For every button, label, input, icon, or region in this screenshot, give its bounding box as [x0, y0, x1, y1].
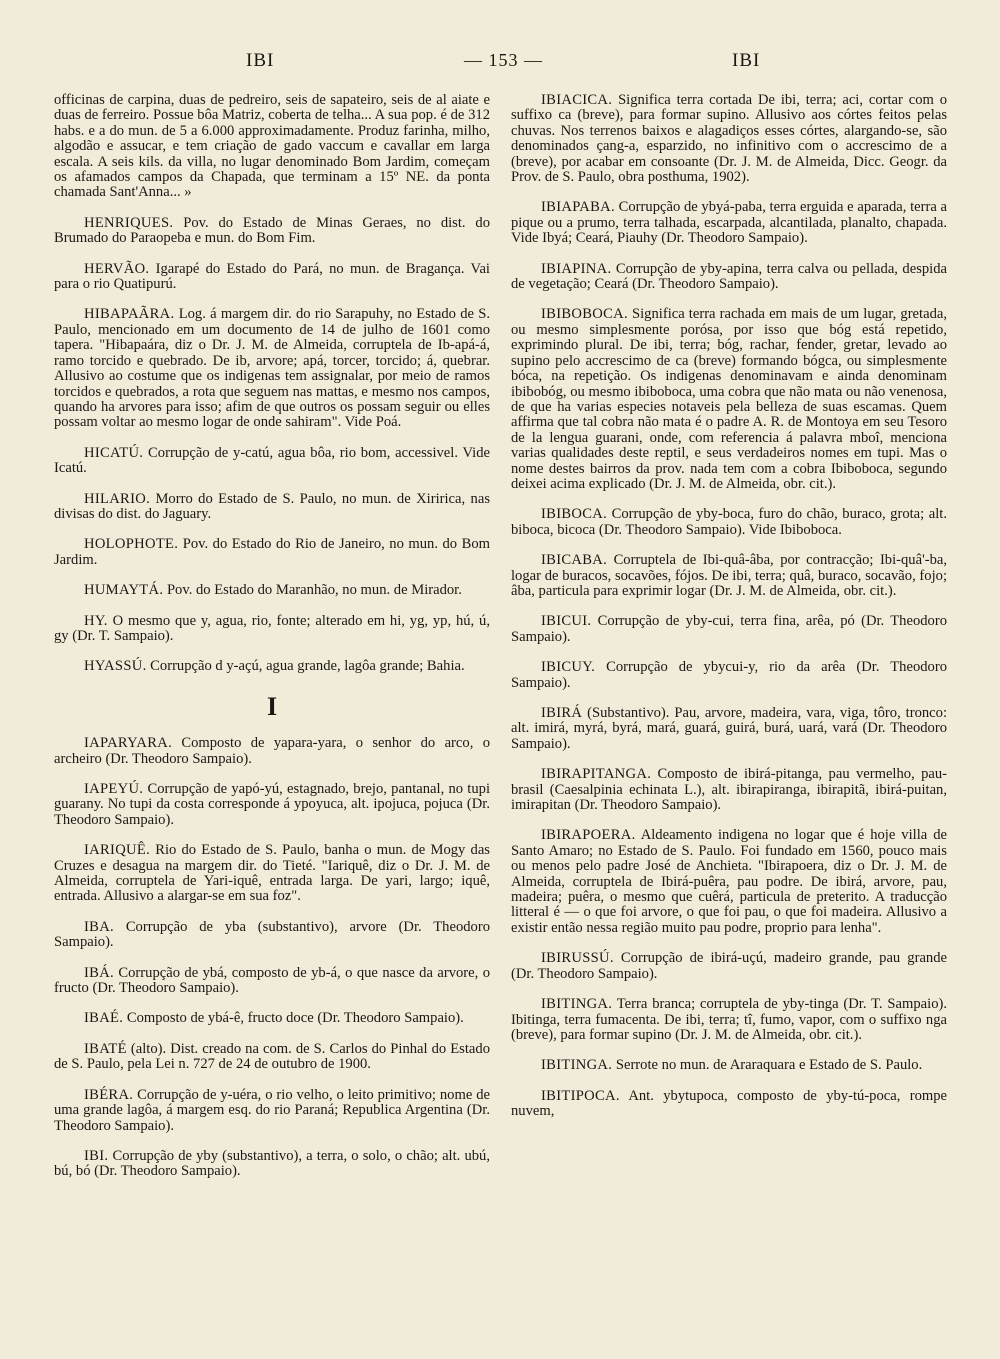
- entry-definition: Morro do Estado de S. Paulo, no mun. de Xiririca, nas divisas do dist. do Jaguary.: [54, 490, 490, 522]
- dictionary-entry: [54, 843, 490, 905]
- running-head-right: IBI: [732, 50, 761, 71]
- dictionary-entry: [54, 492, 490, 523]
- entry-definition: Corruptela de Ibi-quâ-âba, por contracção; Ibi-quâ'-ba, logar de buracos, socavões, fójos. De ibi, terra; quâ, buraco, socavão, fojo; âba, particula para exprimir logar (Dr. J. M. de Almeida, obr. cit.).: [511, 552, 947, 599]
- dictionary-entry: [54, 659, 490, 674]
- entry-definition: Corrupção de y-catú, agua bôa, rio bom, accessivel. Vide Icatú.: [54, 444, 490, 477]
- dictionary-entry: [511, 1058, 947, 1073]
- dictionary-entry: [54, 537, 490, 568]
- entry-definition: Significa terra rachada em mais de um lugar, gretada, ou mesmo simplesmente porósa, por isso que bóg está repetido, exprimindo plural. De ibi, terra; bóg, rachar, fender, gretar, levado ao supino pelo accrescimo de ca (breve) formando bógca, ou simplesmente bóca, na repetição. Os indigenas denominavam e ainda denominam ibibobóg, ou mesmo ibiboboca, uma cobra que não mata ou não venenosa, de que ha varias especies notaveis pela belleza de suas escamas. Quem affirma que tal cobra não mata é o padre A. R. de Montoya em seu Tesoro de la lengua guarani, onde, com referencia á palavra mboî, menciona varias qualidades deste reptil, e seus verdadeiros nomes em tupi. Mas o nome destes bairros da prov. nada tem com a cobra Ibiboboca, segundo deixei acima explicado (Dr. J. M. de Almeida, obr. cit.).: [511, 306, 947, 492]
- entry-definition: O mesmo que y, agua, rio, fonte; alterado em hi, yg, yp, hú, ú, gy (Dr. T. Sampaio).: [54, 612, 490, 644]
- entry-headword: HIBAPAÃRA.: [84, 306, 175, 323]
- entry-headword: HYASSÚ.: [84, 658, 147, 675]
- entry-definition: Terra branca; corruptela de yby-tinga (Dr. T. Sampaio). Ibitinga, terra fumacenta. De ibi, terra; tî, fumo, vapor, com o suffixo nga (breve), para formar supino (Dr. J. M. de Almeida, obr. cit.).: [511, 996, 947, 1043]
- entry-headword: IBICABA.: [541, 552, 608, 569]
- dictionary-entry: [54, 583, 490, 598]
- entry-definition: Composto de ybá-ê, fructo doce (Dr. Theodoro Sampaio).: [123, 1010, 464, 1027]
- entry-definition: Log. á margem dir. do rio Sarapuhy, no Estado de S. Paulo, mencionado em um documento de 14 de julho de 1601 como tapera. "Hibapaára, diz o Dr. J. M. de Almeida, corruptela de Ib-apá-á, ramo torcido e quebrado. De ib, arvore; apá, torcer, torcido; á, quebrar. Allusivo ao costume que os indigenas tem assignalar, por meio de ramos torcidos e quebrados, a rota que seguem nas mattas, e mesmo nos campos, quando ha arvores para isso; afim de que outros os possam seguir ou elles possam voltar ao mesmo logar de onde sahiram". Vide Poá.: [54, 306, 490, 431]
- entry-headword: IBITINGA.: [541, 1057, 613, 1074]
- entry-headword: IBIRÁ: [541, 705, 583, 721]
- dictionary-entry: [54, 920, 490, 951]
- section-letter: I: [266, 691, 278, 721]
- entry-headword: HY.: [84, 612, 108, 629]
- entry-definition: Corrupção de ybyá-paba, terra erguida e aparada, terra a pique ou a prumo, terra talhada, escarpada, alcantilada, planalto, chapada. Vide Ibyá; Ceará, Piauhy (Dr. Theodoro Sampaio).: [511, 199, 947, 247]
- entry-definition: Corrupção de yby (substantivo), a terra, o solo, o chão; alt. ubú, bú, bó (Dr. Theodoro Sampaio).: [54, 1147, 490, 1180]
- dictionary-entry: [511, 997, 947, 1043]
- dictionary-entry: [54, 262, 490, 293]
- entry-headword: IBIRUSSÚ.: [541, 950, 614, 967]
- dictionary-entry: [511, 307, 947, 492]
- entry-definition: Corrupção de yby-cui, terra fina, arêa, pó (Dr. Theodoro Sampaio).: [511, 613, 947, 645]
- entry-headword: IBIAPABA.: [541, 199, 615, 216]
- entry-definition: Corrupção de yapó-yú, estagnado, brejo, pantanal, no tupi guarany. No tupi da costa corresponde á ypoyuca, alt. ipojuca, pojuca (Dr. Theodoro Sampaio).: [54, 781, 490, 828]
- dictionary-entry: [511, 951, 947, 982]
- entry-definition: Igarapé do Estado do Pará, no mun. de Bragança. Vai para o rio Quatipurú.: [54, 260, 490, 293]
- right-column: [511, 93, 947, 1135]
- entry-headword: IBAÉ.: [84, 1010, 124, 1027]
- dictionary-entry: [54, 1042, 490, 1073]
- entry-definition: Significa terra cortada De ibi, terra; aci, cortar com o suffixo ca (breve), para formar supino. Allusivo aos córtes feitos pelas chuvas. Nos terrenos baixos e alagadiços esses córtes, alargando-se, são denominados çang-a, esparzido, no infinitivo com o accrescimo de a (breve), por acabar em consoante (Dr. J. M. de Almeida, Dicc. Geogr. da Prov. de S. Paulo, obra posthuma, 1902).: [511, 92, 947, 186]
- dictionary-entry: [54, 614, 490, 645]
- entries-after: [54, 736, 490, 1180]
- entry-headword: IBICUY.: [541, 659, 596, 676]
- entry-definition: Corrupção d y-açú, agua grande, lagôa grande; Bahia.: [146, 658, 465, 675]
- dictionary-entry: [511, 828, 947, 936]
- dictionary-entry: [511, 200, 947, 246]
- entry-headword: IBITIPOCA.: [541, 1087, 620, 1104]
- entry-headword: IBITINGA.: [541, 996, 613, 1013]
- entry-definition: Corrupção de ybycui-y, rio da arêa (Dr. Theodoro Sampaio).: [511, 659, 947, 691]
- entry-headword: IAPEYÚ.: [84, 781, 144, 797]
- entry-headword: IAPARYARA.: [84, 735, 173, 752]
- entry-definition: Composto de yapara-yara, o senhor do arco, o archeiro (Dr. Theodoro Sampaio).: [54, 735, 490, 767]
- entry-definition: Corrupção de ibirá-uçú, madeiro grande, pau grande (Dr. Theodoro Sampaio).: [511, 950, 947, 982]
- entry-definition: Pov. do Estado do Maranhão, no mun. de Mirador.: [163, 582, 462, 599]
- dictionary-entry: [511, 553, 947, 599]
- dictionary-entry: [54, 1088, 490, 1134]
- entry-headword: HUMAYTÁ.: [84, 582, 164, 599]
- entry-headword: HENRIQUES.: [84, 214, 174, 231]
- dictionary-entry: [54, 966, 490, 997]
- dictionary-entry: [54, 307, 490, 430]
- entry-definition: Aldeamento indigena no logar que é hoje villa de Santo Amaro; no Estado de S. Paulo. Foi fundado em 1560, pouco mais ou menos pelo padre José de Anchieta. "Ibirapoera, diz o Dr. J. M. de Almeida, corruptela de Ibirá-puêra, pau podre. De ibirá, arvore, pau, madeira; puêra, o mesmo que cuêrá, particula de preterito. A traducção litteral é — o que foi arvore, o que foi pau, o que foi madeira. Allusivo a existir então nessa região muito pau podre, proprio para lenha".: [511, 827, 947, 936]
- dictionary-entry: [511, 660, 947, 691]
- dictionary-entry: [54, 216, 490, 247]
- dictionary-entry: [511, 507, 947, 538]
- dictionary-entry: [511, 706, 947, 752]
- entry-headword: IBÁ.: [84, 964, 114, 981]
- entry-definition: Ant. ybytupoca, composto de yby-tú-poca, rompe nuvem,: [511, 1087, 947, 1120]
- entry-headword: IBIAPINA.: [541, 260, 612, 277]
- running-head-left: IBI: [246, 50, 275, 71]
- dictionary-entry: [54, 1149, 490, 1180]
- entry-headword: IBI.: [84, 1147, 109, 1164]
- entry-headword: HOLOPHOTE.: [84, 536, 179, 553]
- entry-definition: (Substantivo). Pau, arvore, madeira, vara, viga, tôro, tronco: alt. imirá, myrá, byrá, mará, guará, guirá, burá, uará, vará (Dr. Theodoro Sampaio).: [511, 705, 947, 752]
- entry-headword: HILARIO.: [84, 490, 151, 507]
- entry-headword: IBATÉ: [84, 1040, 127, 1057]
- entry-definition: Composto de ibirá-pitanga, pau vermelho, pau-brasil (Caesalpinia echinata L.), alt. ibirapiranga, ibirapitã, ibirá-puitan, imirapitan (Dr. Theodoro Sampaio).: [511, 766, 947, 814]
- entry-definition: (alto). Dist. creado na com. de S. Carlos do Pinhal do Estado de S. Paulo, pela Lei n. 727 de 24 de outubro de 1900.: [54, 1040, 490, 1073]
- entry-definition: Pov. do Estado de Minas Geraes, no dist. do Brumado do Paraopeba e mun. do Bom Fim.: [54, 214, 490, 247]
- dictionary-entry: [511, 767, 947, 813]
- dictionary-entry: [511, 262, 947, 293]
- entry-definition: Corrupção de y-uéra, o rio velho, o leito primitivo; nome de uma grande lagôa, á margem esq. do rio Paraná; Republica Argentina (Dr. Theodoro Sampaio).: [54, 1086, 490, 1134]
- entry-definition: Corrupção de ybá, composto de yb-á, o que nasce da arvore, o fructo (Dr. Theodoro Sampaio).: [54, 964, 490, 997]
- dictionary-entry: [511, 93, 947, 185]
- entry-headword: IBIRAPITANGA.: [541, 766, 652, 783]
- page-number: — 153 —: [464, 50, 543, 70]
- dictionary-entry: [54, 736, 490, 767]
- entry-headword: IBA.: [84, 918, 114, 935]
- entry-headword: IBÉRA.: [84, 1086, 134, 1103]
- entry-definition: Corrupção de yby-boca, furo do chão, buraco, grota; alt. biboca, bicoca (Dr. Theodoro Sampaio). Vide Ibiboboca.: [511, 506, 947, 538]
- entry-definition: Corrupção de yby-apina, terra calva ou pellada, despida de vegetação; Ceará (Dr. Theodoro Sampaio).: [511, 260, 947, 293]
- dictionary-entry: [54, 446, 490, 477]
- entry-headword: IBIBOBOCA.: [541, 306, 628, 323]
- entry-definition: Corrupção de yba (substantivo), arvore (Dr. Theodoro Sampaio).: [54, 918, 490, 951]
- dictionary-entry: [511, 1089, 947, 1120]
- entry-definition: Pov. do Estado do Rio de Janeiro, no mun. do Bom Jardim.: [54, 536, 490, 568]
- dictionary-entry: [54, 782, 490, 828]
- entry-headword: IBIACICA.: [541, 92, 613, 108]
- right-entries: [511, 93, 947, 1120]
- entry-headword: HERVÃO.: [84, 260, 150, 277]
- left-column: [54, 93, 490, 1195]
- entries-before: [54, 216, 490, 675]
- entry-definition: Serrote no mun. de Araraquara e Estado de S. Paulo.: [612, 1057, 923, 1074]
- dictionary-entry: [511, 614, 947, 645]
- entry-headword: HICATÚ.: [84, 444, 144, 461]
- entry-headword: IBICUI.: [541, 613, 592, 630]
- continuation-text: officinas de carpina, duas de pedreiro, seis de sapateiro, seis de al aiate e duas de ferreiro. Possue bôa Matriz, coberta de telha... A sua pop. é de 312 habs. e a do mun. de 5 a 6.000 approximadamente. Produz farinha, milho, algodão e assucar, e tem criação de gado vaccum e cavallar em larga escala. A seis kils. da villa, no lugar denominado Bom Jardim, começam os afamados campos da Chapada, que terminam a 15º NE. da ponta chamada Sant'Anna... »: [54, 92, 490, 201]
- entry-definition: Rio do Estado de S. Paulo, banha o mun. de Mogy das Cruzes e desagua na margem dir. do Tieté. "Iariquê, diz o Dr. J. M. de Almeida, corruptela de Yari-iquê, entrada larga. De yari, largo; iquê, entrada. Allusivo a alargar-se em sua foz".: [54, 842, 490, 905]
- entry-headword: IARIQUÊ.: [84, 842, 151, 859]
- page-header: [0, 50, 1000, 84]
- entry-headword: IBIBOCA.: [541, 506, 608, 523]
- dictionary-entry: [54, 1011, 490, 1026]
- entry-headword: IBIRAPOERA.: [541, 827, 636, 844]
